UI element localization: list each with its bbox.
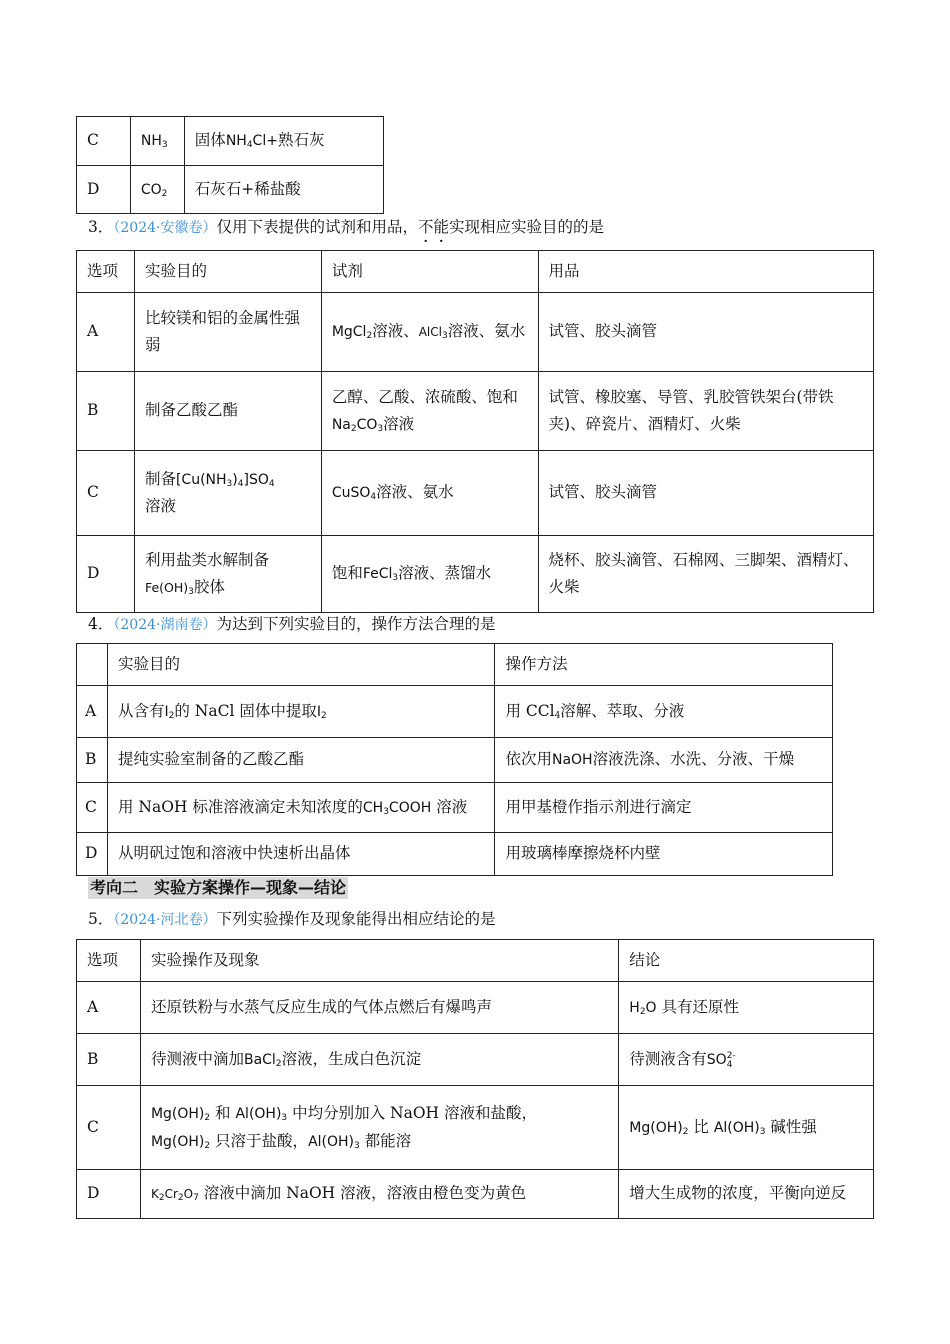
question-number: 3． [88,218,114,236]
column-header: 实验操作及现象 [140,940,618,982]
option-label: A [77,293,135,372]
q5-table [76,939,874,1219]
table-row [77,738,833,783]
reagent-cell: 石灰石+稀盐酸 [184,166,383,214]
column-header: 试剂 [321,251,538,293]
purpose-cell: 提纯实验室制备的乙酸乙酯 [107,738,494,783]
table-row [77,536,874,613]
conclusion-cell: 增大生成物的浓度，平衡向逆反 [619,1170,874,1219]
operation-cell: 还原铁粉与水蒸气反应生成的气体点燃后有爆鸣声 [140,982,618,1034]
question-source: （2024·河北卷） [113,912,217,928]
option-label: B [77,1034,141,1086]
table-row [77,686,833,738]
reagent-cell: MgCl2溶液、AlCl3溶液、氨水 [321,293,538,372]
question-5-stem [88,909,495,930]
emphasis-char: 不 [417,218,434,236]
purpose-cell: 用 NaOH 标准溶液滴定未知浓度的CH3COOH 溶液 [107,783,494,833]
table-header-row [77,940,874,982]
table-row [77,783,833,833]
conclusion-cell: Mg(OH)2 比 Al(OH)3 碱性强 [619,1086,874,1170]
conclusion-cell: H2O 具有还原性 [619,982,874,1034]
table-row [77,166,384,214]
question-text: 实现相应实验目的的是 [449,218,605,236]
table-row [77,1086,874,1170]
question-text: 为达到下列实验目的，操作方法合理的是 [216,615,496,633]
column-header [77,644,108,686]
question-text: 下列实验操作及现象能得出相应结论的是 [216,910,496,928]
option-label: D [77,1170,141,1219]
table-row [77,117,384,166]
question-3-stem [88,217,604,238]
operation-cell: K2Cr2O7 溶液中滴加 NaOH 溶液，溶液由橙色变为黄色 [140,1170,618,1219]
purpose-cell: 利用盐类水解制备 Fe(OH)3胶体 [134,536,321,613]
option-label: A [77,982,141,1034]
operation-cell: 待测液中滴加BaCl2溶液，生成白色沉淀 [140,1034,618,1086]
option-label: D [77,536,135,613]
purpose-cell: 从明矾过饱和溶液中快速析出晶体 [107,833,494,876]
question-4-stem [88,614,495,635]
table-row [77,293,874,372]
column-header: 选项 [77,940,141,982]
option-label: B [77,372,135,451]
table-row [77,1170,874,1219]
items-cell: 试管、胶头滴管 [538,451,873,536]
column-header: 操作方法 [495,644,833,686]
table-row [77,451,874,536]
method-cell: 用 CCl4溶解、萃取、分液 [495,686,833,738]
option-label: C [77,451,135,536]
purpose-cell: 从含有I2的 NaCl 固体中提取I2 [107,686,494,738]
gas-cell: CO2 [130,166,184,214]
column-header: 选项 [77,251,135,293]
question-number: 5． [88,910,114,928]
reagent-cell: 乙醇、乙酸、浓硫酸、饱和Na2CO3溶液 [321,372,538,451]
question-number: 4． [88,615,114,633]
table-row [77,372,874,451]
column-header: 实验目的 [107,644,494,686]
q4-table [76,643,833,876]
items-cell: 试管、胶头滴管 [538,293,873,372]
table-header-row [77,644,833,686]
top-table [76,116,384,214]
conclusion-cell: 待测液含有SO 2- 4 [619,1034,874,1086]
reagent-cell: CuSO4溶液、氨水 [321,451,538,536]
items-cell: 烧杯、胶头滴管、石棉网、三脚架、酒精灯、火柴 [538,536,873,613]
section-heading: 考向二 实验方案操作—现象—结论 [90,878,347,897]
question-source: （2024·安徽卷） [113,220,217,236]
method-cell: 用玻璃棒摩擦烧杯内壁 [495,833,833,876]
option-label: C [77,1086,141,1170]
column-header: 实验目的 [134,251,321,293]
emphasis-char: 能 [433,218,450,236]
purpose-cell: 比较镁和铝的金属性强弱 [134,293,321,372]
table-header-row [77,251,874,293]
reagent-cell: 固体NH4Cl+熟石灰 [184,117,383,166]
table-row [77,833,833,876]
table-row [77,982,874,1034]
q3-table [76,250,874,613]
items-cell: 试管、橡胶塞、导管、乳胶管铁架台(带铁夹)、碎瓷片、酒精灯、火柴 [538,372,873,451]
option-label: C [77,117,131,166]
column-header: 结论 [619,940,874,982]
method-cell: 依次用NaOH溶液洗涤、水洗、分液、干燥 [495,738,833,783]
operation-cell: Mg(OH)2 和 Al(OH)3 中均分别加入 NaOH 溶液和盐酸， Mg(OH)2 只溶于盐酸，Al(OH)3 都能溶 [140,1086,618,1170]
table-row [77,1034,874,1086]
question-source: （2024·湖南卷） [113,617,217,633]
gas-cell: NH3 [130,117,184,166]
column-header: 用品 [538,251,873,293]
question-text: 仅用下表提供的试剂和用品， [216,218,418,236]
reagent-cell: 饱和FeCl3溶液、蒸馏水 [321,536,538,613]
option-label: B [77,738,108,783]
option-label: D [77,166,131,214]
purpose-cell: 制备[Cu(NH3)4]SO4 溶液 [134,451,321,536]
option-label: C [77,783,108,833]
option-label: A [77,686,108,738]
option-label: D [77,833,108,876]
purpose-cell: 制备乙酸乙酯 [134,372,321,451]
method-cell: 用甲基橙作指示剂进行滴定 [495,783,833,833]
